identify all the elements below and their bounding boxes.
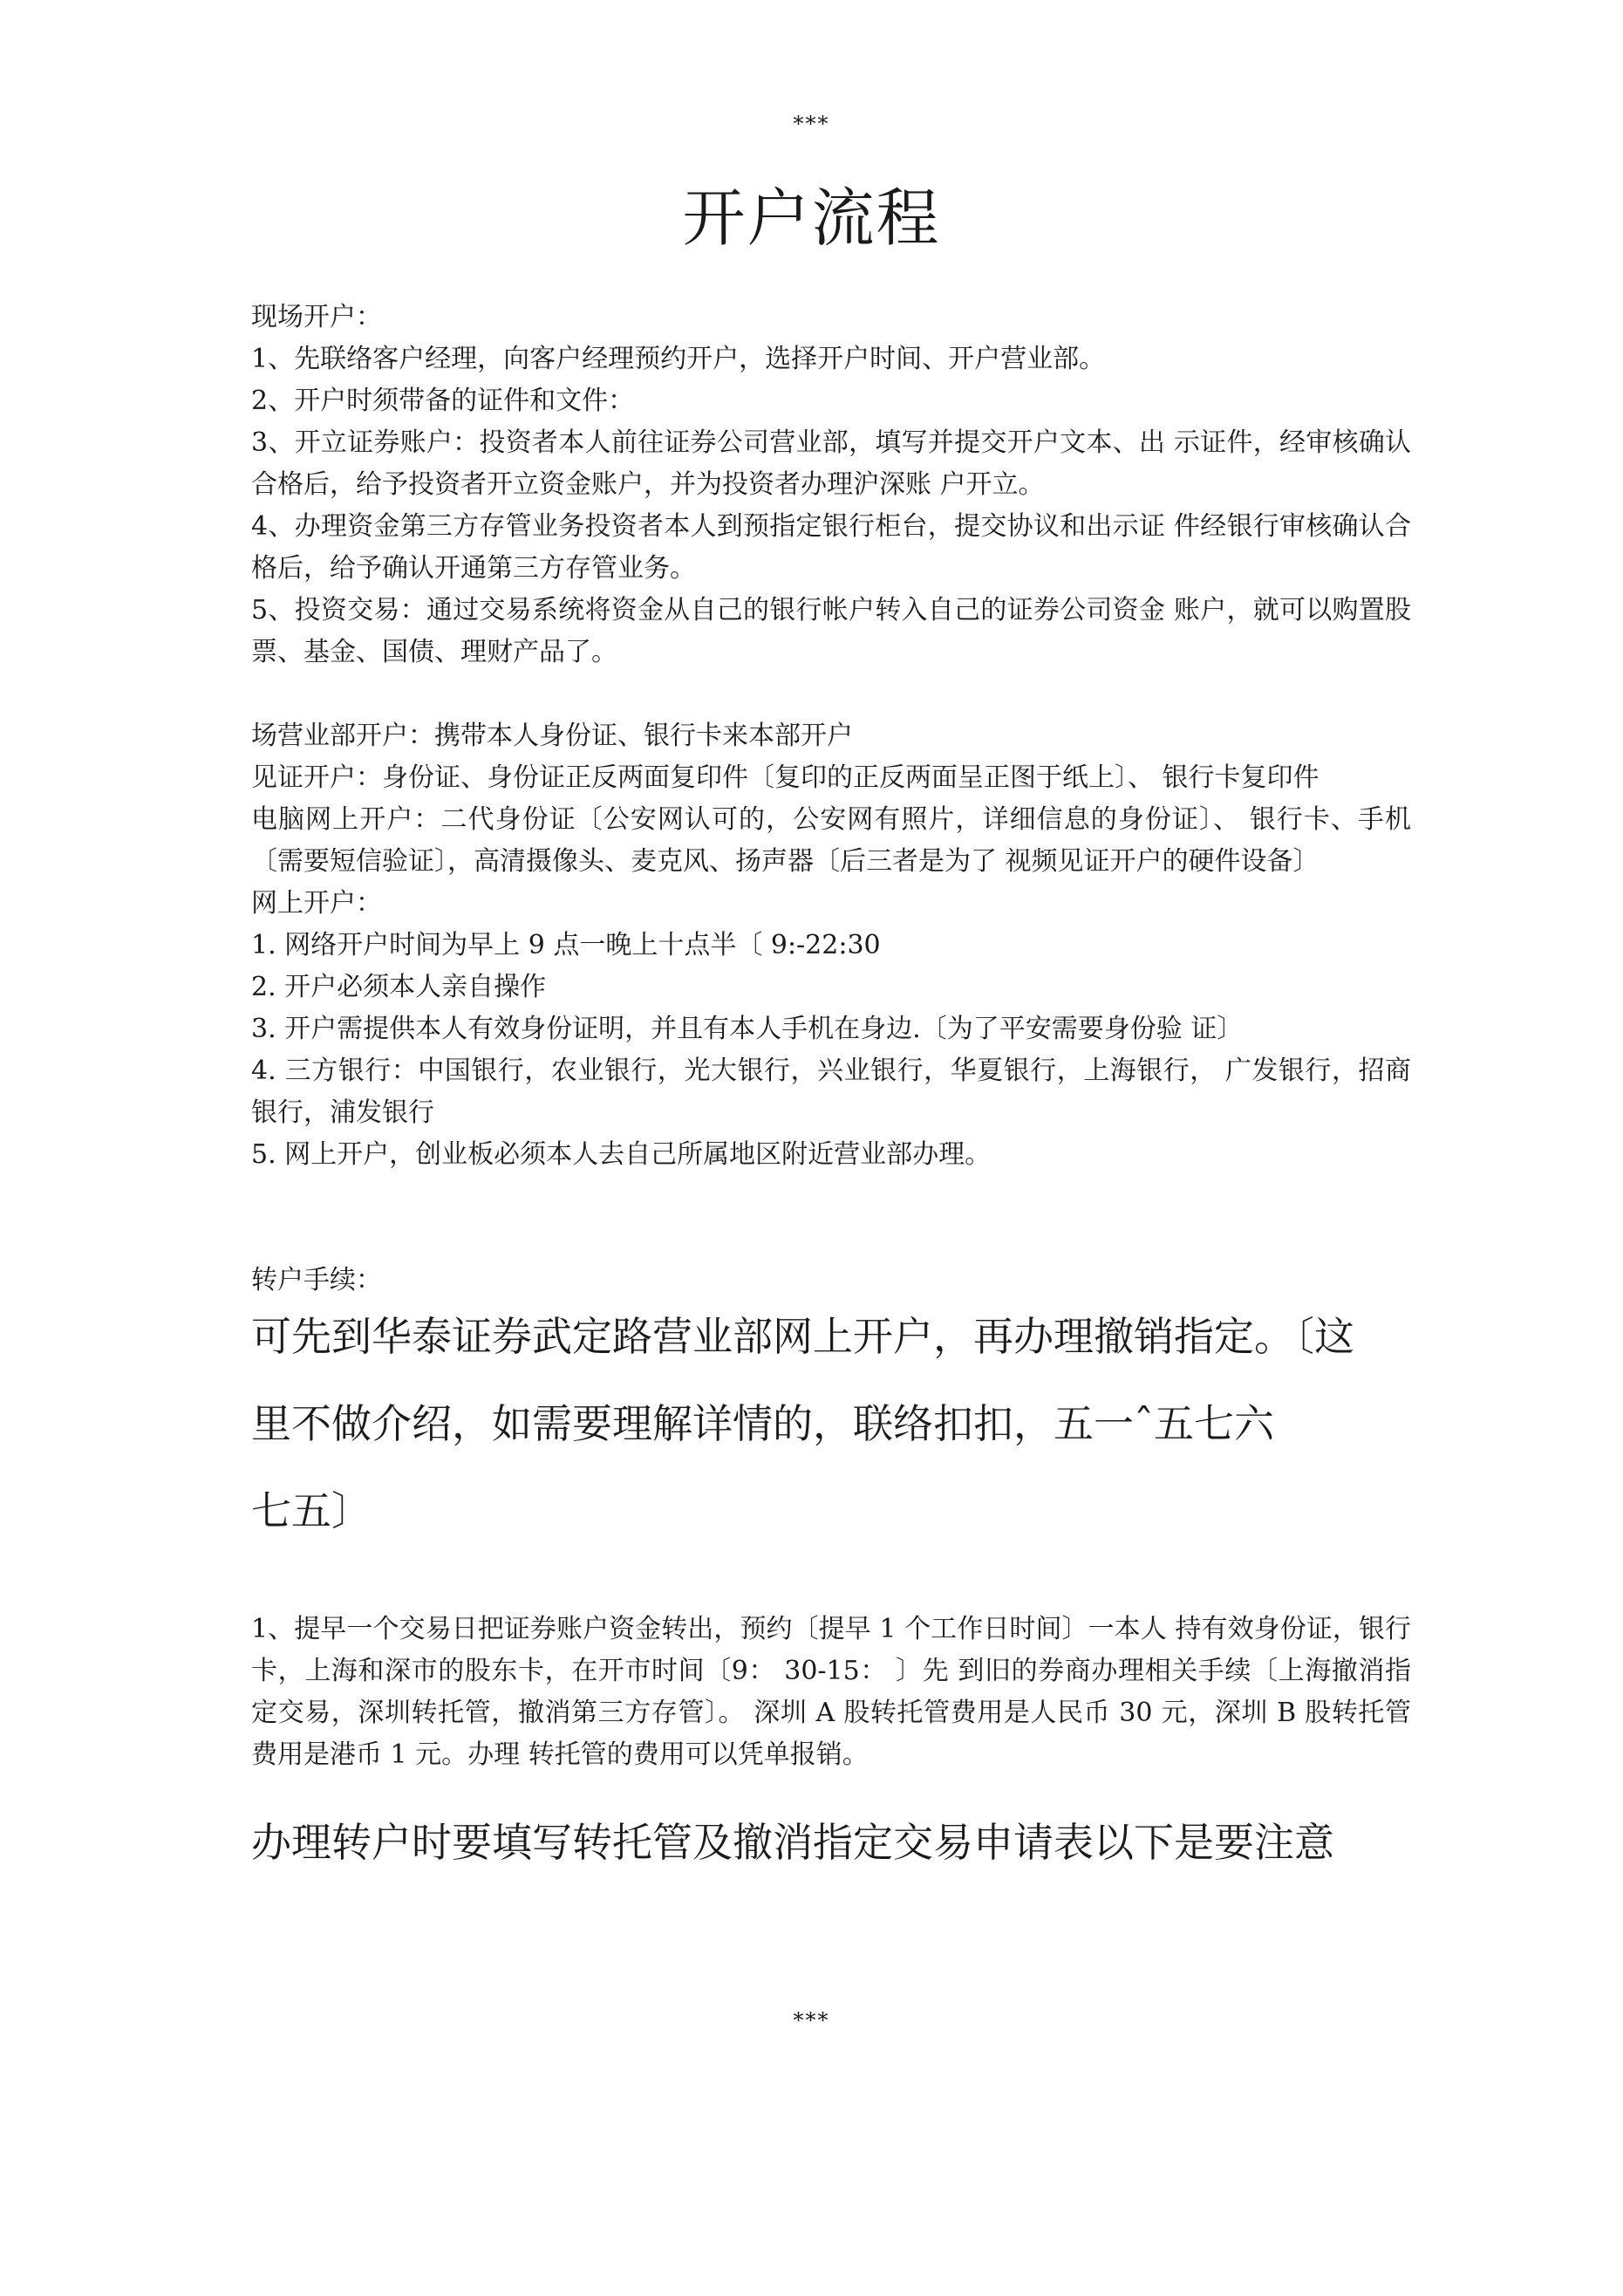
page-header-mark: *** (793, 112, 830, 136)
page-footer-mark: *** (793, 2008, 830, 2033)
spacer (251, 1176, 1411, 1260)
document-body (251, 297, 1411, 1870)
pc-online-account-opening: 电脑网上开户：二代身份证〔公安网认可的，公安网有照片，详细信息的身份证〕、 银行卡、手机〔需要短信验证〕，高清摄像头、麦克风、扬声器〔后三者是为了 视频见证开户的硬件设备〕 (251, 804, 1411, 877)
onsite-item-3: 3、开立证券账户：投资者本人前往证券公司营业部，填写并提交开户文本、出 示证件，经审核确认合格后，给予投资者开立资金账户，并为投资者办理沪深账 户开立。 (251, 427, 1411, 500)
online-item-5: 5. 网上开户，创业板必须本人去自己所属地区附近营业部办理。 (251, 1139, 992, 1170)
transfer-note-line-3: 七五〕 (251, 1487, 372, 1534)
onsite-heading: 现场开户： (251, 302, 382, 332)
transfer-note-line-2: 里不做介绍，如需要理解详情的，联络扣扣，五一ˆ五七六 (251, 1400, 1274, 1447)
onsite-item-5: 5、投资交易：通过交易系统将资金从自己的银行帐户转入自己的证券公司资金 账户，就可以购置股票、基金、国债、理财产品了。 (251, 595, 1411, 667)
transfer-closing-line: 办理转户时要填写转托管及撤消指定交易申请表以下是要注意 (251, 1819, 1334, 1866)
online-item-1: 1. 网络开户时间为早上 9 点一晚上十点半〔 9:-22:30 (251, 930, 881, 960)
transfer-heading: 转户手续： (251, 1265, 382, 1295)
online-heading: 网上开户： (251, 888, 382, 919)
branch-account-opening: 场营业部开户：携带本人身份证、银行卡来本部开户 (251, 721, 853, 751)
onsite-item-4: 4、办理资金第三方存管业务投资者本人到预指定银行柜台，提交协议和出示证 件经银行审核确认合格后，给予确认开通第三方存管业务。 (251, 511, 1411, 584)
spacer (251, 673, 1411, 715)
onsite-item-1: 1、先联络客户经理，向客户经理预约开户，选择开户时间、开户营业部。 (251, 344, 1106, 374)
transfer-step-1: 1、提早一个交易日把证券账户资金转出，预约〔提早 1 个工作日时间〕一本人 持有效身份证，银行卡，上海和深市的股东卡，在开市时间〔9： 30-15： 〕先 到旧的券商办理相关手续〔上海撤消指定交易，深圳转托管，撤消第三方存管〕。 深圳 A 股转托管费用是人民币 30 元，深圳 B 股转托管费用是港币 1 元。办理 转托管的费用可以凭单报销。 (251, 1614, 1411, 1770)
online-item-3: 3. 开户需提供本人有效身份证明，并且有本人手机在身边.〔为了平安需要身份验 证〕 (251, 1014, 1244, 1044)
onsite-item-2: 2、开户时须带备的证件和文件： (251, 386, 635, 416)
page-title: 开户流程 (682, 181, 941, 255)
witness-account-opening: 见证开户：身份证、身份证正反两面复印件〔复印的正反两面呈正图于纸上〕、 银行卡复印件 (251, 762, 1320, 793)
online-item-4: 4. 三方银行：中国银行，农业银行，光大银行，兴业银行，华夏银行，上海银行， 广发银行，招商银行，浦发银行 (251, 1056, 1411, 1128)
transfer-note-line-1: 可先到华泰证券武定路营业部网上开户，再办理撤销指定。〔这 (251, 1313, 1354, 1360)
online-item-2: 2. 开户必须本人亲自操作 (251, 972, 547, 1002)
